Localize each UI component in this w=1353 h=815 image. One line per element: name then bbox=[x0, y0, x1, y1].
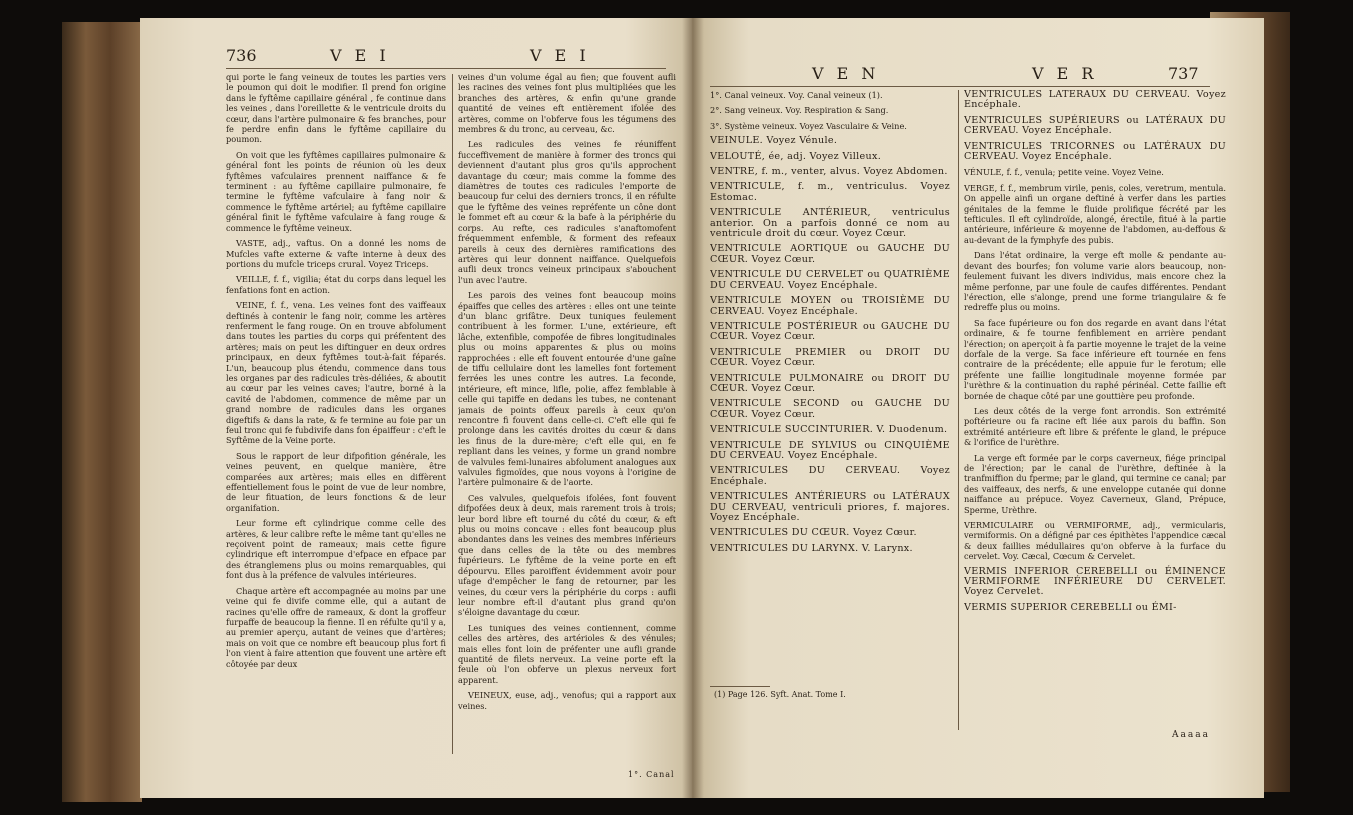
left-column-1 bbox=[226, 72, 446, 762]
entry-heading: VENTRICULES DU LARYNX. V. Larynx. bbox=[710, 542, 913, 554]
paragraph: Dans l'état ordinaire, la verge eft molle & pendante au-devant des bourfes; fon volume varie alors beaucoup, non-feulement fuivant les divers individus, mais encore chez la même perfonne, par une foule de caufes différentes. Pendant l'érection, elle s'alonge, prend une forme triangulaire & fe redreffe plus ou moins. bbox=[964, 250, 1226, 313]
entry-heading: VENTRICULE DE SYLVIUS ou CINQUIÈME DU CERVEAU. Voyez Encéphale. bbox=[710, 439, 950, 461]
paragraph: Les deux côtés de la verge font arrondis. Son extrémité poftérieure ou fa racine eft liée aux parois du baffin. Son extrémité antérieure eft libre & préfente le gland, le prépuce & l'orifice de l'urèthre. bbox=[964, 405, 1226, 448]
catchword: 1°. Canal bbox=[628, 770, 675, 779]
entry-heading: VENTRICULE, f. m., ventriculus. Voyez Estomac. bbox=[710, 181, 950, 203]
left-column-2 bbox=[458, 72, 676, 762]
running-head: V E I bbox=[330, 46, 390, 65]
entry-heading: VENTRICULE DU CERVELET ou QUATRIÈME DU CERVEAU. Voyez Encéphale. bbox=[710, 269, 950, 291]
paragraph: On voit que les fyftêmes capillaires pulmonaire & général font les points de réunion où les deux fyftêmes vafculaires prennent naiffance & fe terminent : au fyftême capillaire pulmonaire, fe termine le fyftême vafculaire à fang noir & commence le fyftême artériel; au fyftême capillaire général finit le fyftême vafculaire à fang rouge & commence le fyftême veineux. bbox=[226, 149, 446, 233]
entry-vermiculaire: VERMICULAIRE ou VERMIFORME, adj., vermicularis, vermiformis. On a défigné par ces épithètes l'appendice cæcal & deux faillies médullaires qu'on obferve à la furface du cervelet. Voy. Cæcal, Cœcum & Cervelet. bbox=[964, 520, 1226, 562]
entry-heading: VENTRICULE PULMONAIRE ou DROIT DU CŒUR. Voyez Cœur. bbox=[710, 372, 950, 394]
entry-heading: VENTRICULE SUCCINTURIER. V. Duodenum. bbox=[710, 424, 948, 436]
book-edge-left bbox=[62, 22, 142, 802]
paragraph: Leur forme eft cylindrique comme celle des artères, & leur calibre refte le même tant qu'elles ne reçoivent point de rameaux; mais cette figure cylindrique eft interrompue d'efpace en efpace par des étranglemens plus ou moins remarquables, qui font dus à la préfence de valvules intérieures. bbox=[226, 518, 446, 581]
entry-heading: VENTRICULE POSTÉRIEUR ou GAUCHE DU CŒUR. Voyez Cœur. bbox=[710, 320, 950, 343]
entry-line: 2°. Sang veineux. Voy. Respiration & Sang. bbox=[710, 105, 889, 116]
paragraph: Les radicules des veines fe réuniffent fucceffivement de manière à former des troncs qui deviennent d'autant plus gros qu'ils approchent davantage du cœur; mais comme la fomme des diamètres de toutes ces radicules l'emporte de beaucoup fur celui des derniers troncs, il en réfulte que le fyftême des veines repréfente un cône dont le fommet eft au cœur & la bafe à la périphérie du corps. Au refte, ces radicules s'anaftomofent fréquemment enfemble, & forment des refeaux pareils à ceux des dernières ramifications des artères qui leur donnent naiffance. Quelquefois aufli deux troncs veineux principaux s'abouchent l'un avec l'autre. bbox=[458, 139, 676, 285]
entry-heading: VERMIS INFERIOR CEREBELLI ou ÉMINENCE VERMIFORME INFÉRIEURE DU CERVELET. Voyez Cervelet. bbox=[964, 565, 1226, 598]
entry-heading: VELOUTÉ, ée, adj. Voyez Villeux. bbox=[710, 150, 882, 162]
left-page bbox=[140, 18, 692, 798]
right-page bbox=[692, 18, 1264, 798]
entry-venule: VÉNULE, f. f., venula; petite veine. Voyez Veine. bbox=[964, 167, 1164, 178]
entry-heading: VEINULE. Voyez Vénule. bbox=[710, 135, 838, 147]
entry-heading: VENTRE, f. m., venter, alvus. Voyez Abdomen. bbox=[710, 166, 948, 178]
right-column-1 bbox=[710, 90, 950, 680]
entry-heading: VENTRICULES ANTÉRIEURS ou LATÉRAUX DU CERVEAU, ventriculi priores, f. majores. Voyez Encéphale. bbox=[710, 491, 950, 523]
running-head: V E N bbox=[812, 64, 880, 83]
entry-veille: VEILLE, f. f., vigilia; état du corps dans lequel les fenfations font en action. bbox=[226, 274, 446, 295]
running-head: V E R bbox=[1032, 64, 1098, 83]
running-head: V E I bbox=[530, 46, 590, 65]
entry-heading: VENTRICULE MOYEN ou TROISIÈME DU CERVEAU. Voyez Encéphale. bbox=[710, 295, 950, 317]
footnote-rule bbox=[710, 686, 770, 687]
paragraph: Chaque artère eft accompagnée au moins par une veine qui fe divife comme elle, qui a autant de racines qu'elle offre de rameaux, & dont la groffeur furpaffe de beaucoup la fienne. Il en réfulte qu'il y a, au premier aperçu, autant de veines que d'artères; mais on voit que ce nombre eft beaucoup plus fort fi l'on vient à faire attention que fouvent une artère eft côtoyée par deux bbox=[226, 585, 446, 669]
paragraph: veines d'un volume égal au fien; que fouvent aufli les racines des veines font plus multipliées que les branches des artères, & enfin qu'une grande quantité de veines eft entièrement ifolée des artères, comme on l'obferve fous les tégumens des membres & du tronc, au cerveau, &c. bbox=[458, 72, 676, 135]
entry-heading: VENTRICULES LATÉRAUX DU CERVEAU. Voyez Encéphale. bbox=[964, 90, 1226, 111]
signature-mark: Aaaaa bbox=[1172, 730, 1210, 740]
paragraph: Les tuniques des veines contiennent, comme celles des artères, des artérioles & des vénules; mais elles font loin de préfenter une aufli grande quantité de filets nerveux. La veine porte eft la feule où l'on obferve un plexus nerveux fort apparent. bbox=[458, 622, 676, 685]
book-gutter bbox=[682, 18, 704, 798]
entry-vaste: VASTE, adj., vaftus. On a donné les noms de Mufcles vafte externe & vafte interne à deux des portions du mufcle triceps crural. Voyez Triceps. bbox=[226, 238, 446, 269]
right-column-2 bbox=[964, 90, 1226, 730]
entry-line: 1°. Canal veineux. Voy. Canal veineux (1). bbox=[710, 90, 883, 100]
entry-line: 3°. Système veineux. Voyez Vasculaire & Veine. bbox=[710, 120, 907, 131]
entry-heading: VERMIS SUPERIOR CEREBELLI ou ÉMI- bbox=[964, 601, 1177, 613]
entry-heading: VENTRICULES SUPÉRIEURS ou LATÉRAUX DU CERVEAU. Voyez Encéphale. bbox=[964, 114, 1226, 137]
entry-heading: VENTRICULE ANTÉRIEUR, ventriculus anterior. On a parfois donné ce nom au ventricule droit du cœur. Voyez Cœur. bbox=[710, 207, 950, 240]
paragraph: La verge eft formée par le corps caverneux, fiége principal de l'érection; par le canal de l'urèthre, deftinée à la tranfmiffion du fperme; par le gland, qui termine ce canal; par des vaiffeaux, des nerfs, & une enveloppe cutanée qui donne naiffance au prépuce. Voyez Caverneux, Gland, Prépuce, Sperme, Urèthre. bbox=[964, 452, 1226, 515]
entry-heading: VENTRICULES TRICORNES ou LATÉRAUX DU CERVEAU. Voyez Encéphale. bbox=[964, 140, 1226, 163]
entry-heading: VENTRICULE PREMIER ou DROIT DU CŒUR. Voyez Cœur. bbox=[710, 346, 950, 369]
column-rule bbox=[452, 74, 453, 754]
column-rule bbox=[958, 90, 959, 730]
paragraph: Sous le rapport de leur difpofition générale, les veines peuvent, en quelque manière, être comparées aux artères; mais elles en diffèrent effentiellement fous le point de vue de leur nombre, de leur fituation, de leurs fonctions & de leur organifation. bbox=[226, 450, 446, 513]
header-rule bbox=[226, 68, 666, 69]
paragraph: Sa face fupérieure ou fon dos regarde en avant dans l'état ordinaire, & fe tourne fenfiblement en arrière pendant l'érection; on aperçoit à fa partie moyenne le trajet de la veine dorfale de la verge. Sa face inférieure eft tournée en fens contraire de la précédente; elle appuie fur le ferotum; elle préfente une faillie longitudinale moyenne formée par l'urèthre & la continuation du raphé périnéal. Cette faillie eft bornée de chaque côté par une gouttière peu profonde. bbox=[964, 317, 1226, 401]
entry-veineux: VEINEUX, euse, adj., venofus; qui a rapport aux veines. bbox=[458, 690, 676, 711]
entry-heading: VENTRICULES DU CERVEAU. Voyez Encéphale. bbox=[710, 465, 950, 487]
header-rule bbox=[710, 86, 1210, 87]
paragraph: Les parois des veines font beaucoup moins épaiffes que celles des artères : elles ont une teinte d'un blanc grifâtre. Deux tuniques feulement contribuent à les former. L'une, extérieure, eft lâche, extenfible, compofée de fibres longitudinales plus ou moins apparentes & plus ou moins rapprochées : elle eft fouvent entourée d'une gaîne de tiffu cellulaire dont les lamelles font fortement ferrées les unes contre les autres. La feconde, intérieure, eft mince, lifle, polie, affez femblable à celle qui tapiffe en dedans les tubes, ne contenant jamais de points offeux pareils à ceux qu'on rencontre fi fouvent dans celle-ci. C'eft elle qui fe prolonge dans les cavités droites du cœur & dans les finus de la dure-mère; c'eft elle qui, en fe repliant dans les veines, y forme un grand nombre de valvules femi-lunaires abfolument analogues aux valvules figmoïdes, que nous voyons à l'origine de l'artère pulmonaire & de l'aorte. bbox=[458, 290, 676, 488]
paragraph: qui porte le fang veineux de toutes les parties vers le poumon qui doit le modifier. Il prend fon origine dans le fyftême capillaire général , fe continue dans les veines , dans l'oreillette & le ventricule droits du cœur, dans l'artère pulmonaire & fes branches, pour fe perdre enfin dans le fyftême capillaire du poumon. bbox=[226, 72, 446, 145]
footnote: (1) Page 126. Syft. Anat. Tome I. bbox=[714, 690, 846, 699]
paragraph: Ces valvules, quelquefois ifolées, font fouvent difpofées deux à deux, mais rarement trois à trois; leur bord libre eft tourné du côté du cœur, & eft plus ou moins concave : elles font beaucoup plus abondantes dans les veines des membres inférieurs que dans celles de la tête ou des membres fupérieurs. Le fyftême de la veine porte en eft dépourvu. Elles paroiffent évidemment avoir pour ufage d'empêcher le fang de retourner, par les veines, du cœur vers la périphérie du corps : aufli leur nombre eft-il d'autant plus grand qu'on s'éloigne davantage du cœur. bbox=[458, 492, 676, 618]
entry-heading: VENTRICULES DU CŒUR. Voyez Cœur. bbox=[710, 527, 917, 539]
page-number: 736 bbox=[226, 46, 257, 65]
entry-verge: VERGE, f. f., membrum virile, penis, coles, veretrum, mentula. On appelle ainfi un organe deftiné à verfer dans les parties génitales de la femme le fluide prolifique fécrété par les tefticules. Il eft cylindroïde, alongé, érectile, fitué à la partie antérieure, inférieure & moyenne de l'abdomen, au-deffous & au-devant de la fymphyfe des pubis. bbox=[964, 182, 1226, 245]
entry-heading: VENTRICULE AORTIQUE ou GAUCHE DU CŒUR. Voyez Cœur. bbox=[710, 243, 950, 265]
page-number: 737 bbox=[1168, 64, 1199, 83]
entry-veine: VEINE, f. f., vena. Les veines font des vaiffeaux deftinés à contenir le fang noir, comme les artères renferment le fang rouge. On en trouve abfolument dans toutes les parties du corps qui préfentent des artères; mais on peut les diftinguer en deux ordres principaux, en deux fyftêmes tout-à-fait féparés. L'un, beaucoup plus étendu, commence dans tous les organes par des radicules très-déliées, & aboutit au cœur par les veines caves; l'autre, borné à la cavité de l'abdomen, commence de même par un grand nombre de radicules dans les organes digeftifs & dans la rate, & fe termine au foie par un feul tronc qui fe fubdivife dans fon épaiffeur : c'eft le Syftême de la Veine porte. bbox=[226, 300, 446, 446]
entry-heading: VENTRICULE SECOND ou GAUCHE DU CŒUR. Voyez Cœur. bbox=[710, 398, 950, 420]
